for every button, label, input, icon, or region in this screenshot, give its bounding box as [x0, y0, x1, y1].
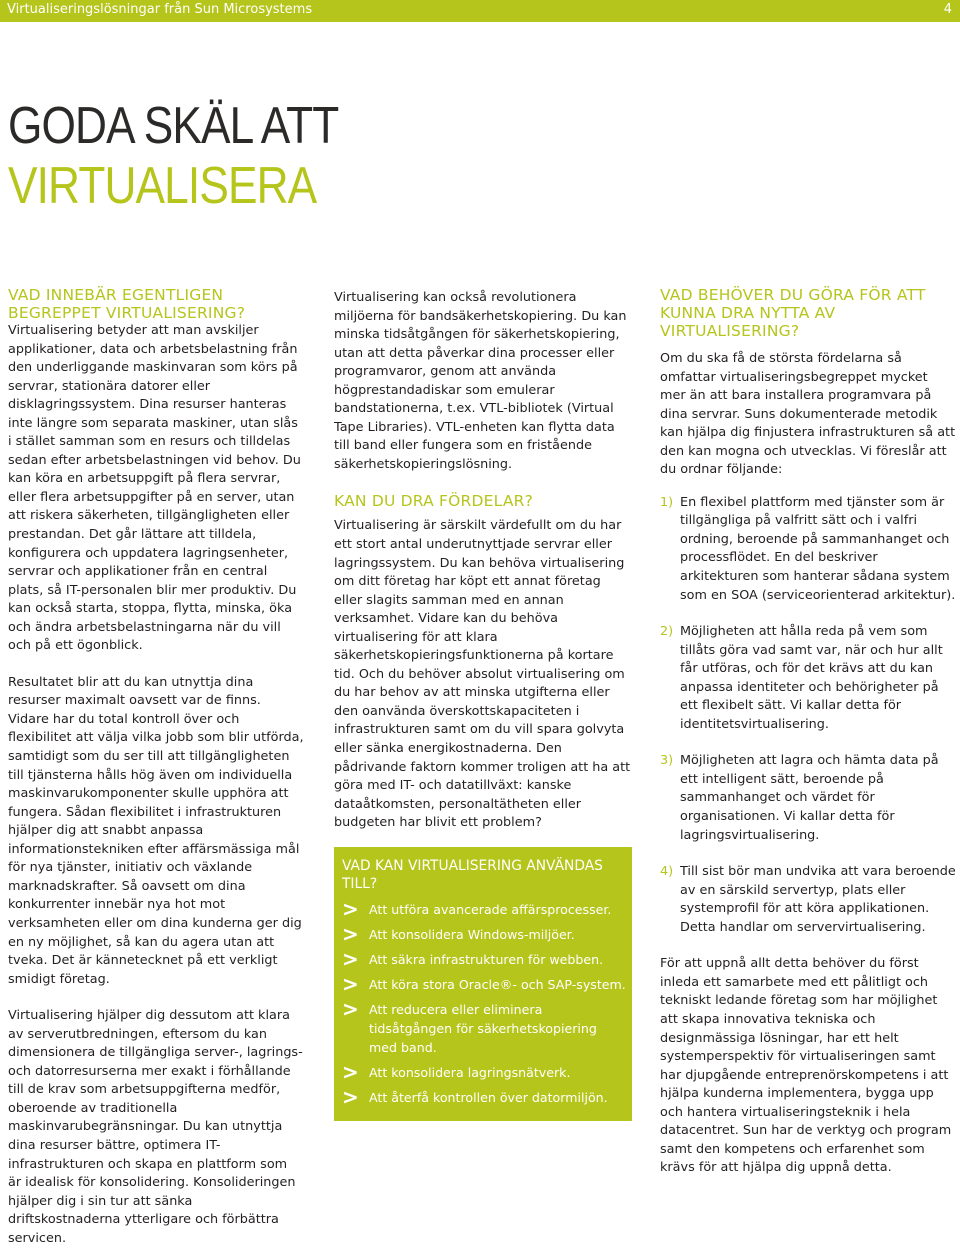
column-3 [660, 286, 956, 1178]
paragraph: Virtualisering kan också revolutionera miljöerna för bandsäkerhetskopiering. Du kan minska tidsåtgången för säkerhetskopiering, utan att detta påverkar dina processer eller programvaror, genom att använda högprestandadiskar som emulerar bandstationerna, t.ex. VTL-bibliotek (Virtual Tape Libraries). VTL-enheten kan flytta data till band eller fungera som en fristående säkerhetskopieringslösning. [334, 290, 627, 472]
paragraph: Om du ska få de största fördelarna så omfattar virtualiseringsbegreppet mycket mer än att bara installera programvara på dina servrar. Suns dokumenterade metodik kan hjälpa dig finjustera infrastrukturen så att den kan mogna och utvecklas. Vi föreslår att du ordnar följande: [660, 351, 956, 478]
section-heading-definition: VAD INNEBÄR EGENTLIGEN BEGREPPET VIRTUALISERING? [8, 286, 246, 322]
paragraph: För att uppnå allt detta behöver du först inleda ett samarbete med ett pålitligt och tekniskt ledande företag som har möjlighet att skapa innovativa tekniska och designmässiga lösningar, har ett helt systemperspektiv för virtualiseringen samt har djupgående entreprenörskompetens i att hjälpa kunderna implementera, bygga upp och hantera virtualiseringsteknik i hela datacentret. Sun har de verktyg och program samt den kompetens och erfarenhet som krävs för att hjälpa dig uppnå detta. [660, 956, 952, 1176]
arrow-icon: > [342, 971, 359, 996]
list-item: > Att reducera eller eliminera tidsåtgången för säkerhetskopiering med band. [342, 996, 597, 1055]
running-title: Virtualiseringslösningar från Sun Microsystems [7, 2, 313, 17]
requirements-list [660, 494, 956, 937]
paragraph: Virtualisering är särskilt värdefullt om du har ett stort antal underutnyttjade servrar eller lagringssystem. Du kan behöva virtualisering om ditt företag har köpt ett annat företag eller slagits samman med en annan verksamhet. Vidare kan du behöva virtualisering för att klara säkerhetskopieringsfunktionerna på kortare tid. Och du behöver absolut virtualisering om du har behov av att minska utgifterna eller den oanvända överskottskapaciteten i infrastrukturen samt om du vill spara golvyta eller sänka energikostnaderna. Den pådrivande faktorn kommer troligen att ha att göra med IT- och datatillväxt: kanske dataåtkomsten, personaltätheten eller budgeten har blivit ett problem? [334, 518, 631, 831]
list-number: 4) [660, 864, 674, 880]
list-item: > Att konsolidera Windows-miljöer. [342, 921, 575, 946]
page-title-line1: GODA SKÄL ATT [8, 97, 339, 155]
arrow-icon: > [342, 1059, 359, 1084]
uses-list [342, 896, 626, 1109]
list-item: 3) Möjligheten att lagra och hämta data på ett intelligent sätt, beroende på sammanhanget och värdet för organisationen. Vi kallar detta för lagringsvirtualisering. [660, 752, 956, 845]
header-bar [0, 0, 960, 22]
arrow-icon: > [342, 921, 359, 946]
paragraph: Virtualisering hjälper dig dessutom att klara av serverutbredningen, eftersom du kan dimensionera de tillgängliga server-, lagrings- och datorresurserna mer exakt i förhållande till de krav som arbetsuppgifterna medför, oberoende av traditionella maskinvarubegränsningar. Du kan utnyttja dina resurser bättre, optimera IT-infrastrukturen och skapa en plattform som är idealisk för konsolidering. Konsolideringen hjälper dig i sin tur att sänka driftskostnaderna ytterligare och förbättra servicen. [8, 1008, 303, 1246]
paragraph: Resultatet blir att du kan utnyttja dina resurser maximalt oavsett var de finns. Vidare har du total kontroll över och flexibilitet att välja vilka jobb som blir utförda, samtidigt som du ser till att tillgängligheten till tjänsterna hålls hög även om individuella maskinvarukomponenter skulle upphöra att fungera. Sådan flexibilitet i infrastrukturen hjälper dig att snabbt anpassa informationstekniken efter affärsmässiga mål för nya tjänster, initiativ och växlande marknadskrafter. Så oavsett om dina konkurrenter innebär nya hot mot verksamheten eller om dina kunderna ger dig en ny möjlighet, så kan du agera utan att tveka. Det är kännetecknet på ett verkligt smidigt företag. [8, 674, 304, 987]
section-heading-benefits: KAN DU DRA FÖRDELAR? [334, 492, 534, 511]
column-1 [8, 286, 304, 1248]
paragraph: Virtualisering betyder att man avskiljer applikationer, data och arbetsbelastning från den underliggande maskinvaran som körs på servrar, stationära datorer eller disklagringssystem. Dina resurser hanteras inte längre som separata maskiner, utan slås i stället samman som en resurs och tilldelas sedan efter arbetsbelastningen vid behov. Du kan köra en arbetsuppgift på flera servrar, eller flera arbetsuppgifter på en server, utan att riskera säkerheten, tillgängligheten eller prestandan. Det går lättare att tilldela, konfigurera och uppdatera lagringsenheter, servrar och applikationer från en central plats, så IT-personalen blir mer produktiv. Du kan också starta, stoppa, flytta, minska, öka och ändra arbetsbelastningarna när du vill och på ett ögonblick. [8, 323, 301, 654]
arrow-icon: > [342, 996, 359, 1021]
page-number: 4 [943, 2, 952, 17]
list-item: > Att återfå kontrollen över datormiljön. [342, 1084, 608, 1109]
column-2 [334, 289, 632, 1121]
list-item: 4) Till sist bör man undvika att vara beroende av en särskild servertyp, plats eller systemprofil för att köra applikationen. Detta handlar om servervirtualisering. [660, 863, 956, 937]
list-number: 3) [660, 753, 674, 769]
arrow-icon: > [342, 896, 359, 921]
list-item: > Att utföra avancerade affärsprocesser. [342, 896, 612, 921]
list-number: 2) [660, 624, 674, 640]
page-title-line2: VIRTUALISERA [8, 157, 317, 215]
list-item: > Att konsolidera lagringsnätverk. [342, 1059, 571, 1084]
list-number: 1) [660, 494, 674, 510]
page-title [8, 96, 338, 216]
list-item: > Att säkra infrastrukturen för webben. [342, 946, 604, 971]
list-item: 1) En flexibel plattform med tjänster som är tillgängliga på valfritt sätt och i valfri ordning, beroende på sammanhanget och processflödet. En del beskriver arkitekturen som hanterar sådana system som en SOA (serviceorienterad arkitektur). [660, 494, 956, 605]
uses-box [334, 847, 632, 1121]
section-heading-requirements: VAD BEHÖVER DU GÖRA FÖR ATT KUNNA DRA NYTTA AV VIRTUALISERING? [660, 286, 926, 340]
arrow-icon: > [342, 1084, 359, 1109]
list-item: 2) Möjligheten att hålla reda på vem som tillåts göra vad samt var, när och hur allt får utföras, och för det krävs att du kan anpassa identiteter och behörigheter på ett flexibelt sätt. Vi kallar detta för identitetsvirtualisering. [660, 623, 956, 734]
arrow-icon: > [342, 946, 359, 971]
list-item: > Att köra stora Oracle®- och SAP-system. [342, 971, 626, 996]
uses-box-heading: VAD KAN VIRTUALISERING ANVÄNDAS TILL? [342, 857, 603, 892]
